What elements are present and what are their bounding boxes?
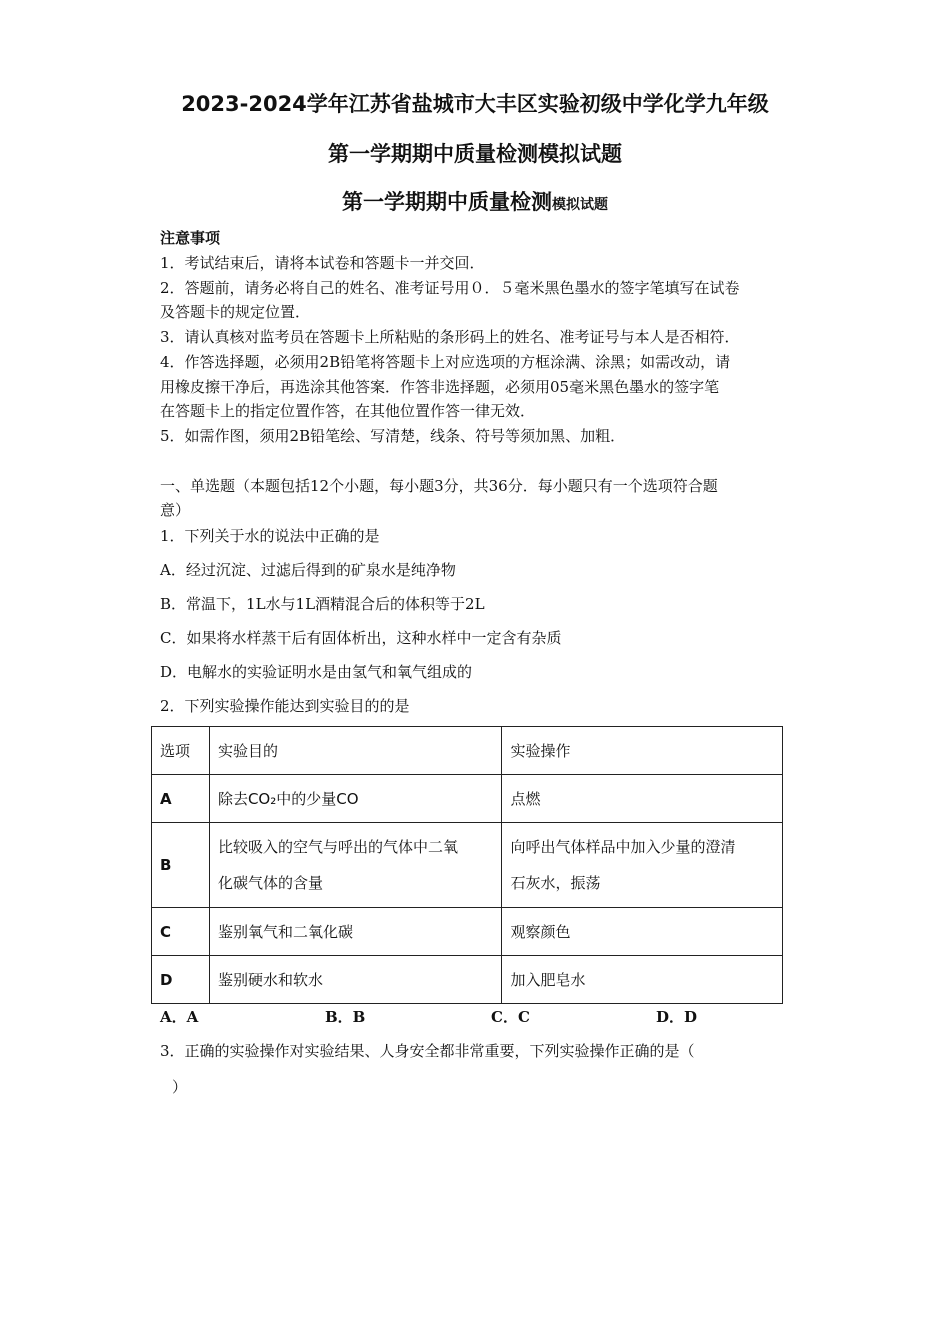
section-heading: 一、单选题（本题包括12个小题，每小题3分，共36分．每小题只有一个选项符合题 (160, 477, 718, 495)
table-cell-operation: 点燃 (502, 775, 783, 823)
cell-line: 比较吸入的空气与呼出的气体中二氧 (217, 838, 458, 856)
question-1-option-a: A．经过沉淀、过滤后得到的矿泉水是纯净物 (160, 561, 456, 579)
table-row (152, 956, 783, 1004)
question-1-stem: 1．下列关于水的说法中正确的是 (160, 527, 380, 545)
page-subtitle-2 (0, 186, 950, 216)
question-2-stem: 2．下列实验操作能达到实验目的的是 (160, 697, 410, 715)
table-cell-purpose: 除去CO₂中的少量CO (209, 775, 502, 823)
page-subtitle: 第一学期期中质量检测模拟试题 (328, 142, 622, 166)
table-header-cell: 选项 (152, 727, 210, 775)
page-title: 2023-2024学年江苏省盐城市大丰区实验初级中学化学九年级 (181, 92, 769, 116)
notice-item: 2．答题前，请务必将自己的姓名、准考证号用０．５毫米黑色墨水的签字笔填写在试卷 (160, 279, 740, 297)
section-heading-cont: 意） (160, 501, 191, 519)
table-cell-option: D (152, 956, 210, 1004)
question-3-stem-cont: ） (172, 1078, 188, 1096)
cell-line: 向呼出气体样品中加入少量的澄清 (510, 838, 736, 856)
notice-item: 1．考试结束后，请将本试卷和答题卡一并交回． (160, 254, 485, 272)
table-cell-purpose (209, 823, 502, 908)
table-header-row (152, 727, 783, 775)
table-cell-operation: 观察颜色 (502, 908, 783, 956)
notice-item: 用橡皮擦干净后，再选涂其他答案．作答非选择题，必须用05毫米黑色墨水的签字笔 (160, 378, 720, 396)
question-1-option-c: C．如果将水样蒸干后有固体析出，这种水样中一定含有杂质 (160, 629, 562, 647)
cell-line: 化碳气体的含量 (217, 874, 323, 892)
subtitle-main: 第一学期期中质量检测 (342, 190, 552, 214)
notice-item: 5．如需作图，须用2B铅笔绘、写清楚，线条、符号等须加黑、加粗． (160, 427, 626, 445)
table-cell-operation (502, 823, 783, 908)
notice-item: 4．作答选择题，必须用2B铅笔将答题卡上对应选项的方框涂满、涂黑；如需改动，请 (160, 353, 731, 371)
table-cell-operation: 加入肥皂水 (502, 956, 783, 1004)
notice-heading: 注意事项 (160, 229, 221, 247)
question-3-stem: 3．正确的实验操作对实验结果、人身安全都非常重要，下列实验操作正确的是（ (160, 1042, 695, 1060)
table-cell-purpose: 鉴别硬水和软水 (209, 956, 502, 1004)
question-2-answer-c: C．C (491, 1008, 530, 1026)
cell-line: 石灰水，振荡 (510, 874, 601, 892)
question-2-answer-b: B．B (325, 1008, 366, 1026)
notice-item: 3．请认真核对监考员在答题卡上所粘贴的条形码上的姓名、准考证号与本人是否相符． (160, 328, 740, 346)
table-cell-purpose: 鉴别氧气和二氧化碳 (209, 908, 502, 956)
question-1-option-b: B．常温下，1L水与1L酒精混合后的体积等于2L (160, 595, 485, 613)
question-2-answer-d: D．D (656, 1008, 698, 1026)
table-cell-option: B (152, 823, 210, 908)
question-2-table (151, 726, 783, 1004)
table-row (152, 908, 783, 956)
table-row (152, 823, 783, 908)
table-cell-option: A (152, 775, 210, 823)
notice-item: 及答题卡的规定位置． (160, 303, 311, 321)
notice-item: 在答题卡上的指定位置作答，在其他位置作答一律无效． (160, 402, 536, 420)
table-cell-option: C (152, 908, 210, 956)
table-header-cell: 实验目的 (209, 727, 502, 775)
table-row (152, 775, 783, 823)
question-2-answer-a: A．A (160, 1008, 199, 1026)
question-1-option-d: D．电解水的实验证明水是由氢气和氧气组成的 (160, 663, 473, 681)
table-header-cell: 实验操作 (502, 727, 783, 775)
subtitle-small: 模拟试题 (552, 197, 608, 213)
